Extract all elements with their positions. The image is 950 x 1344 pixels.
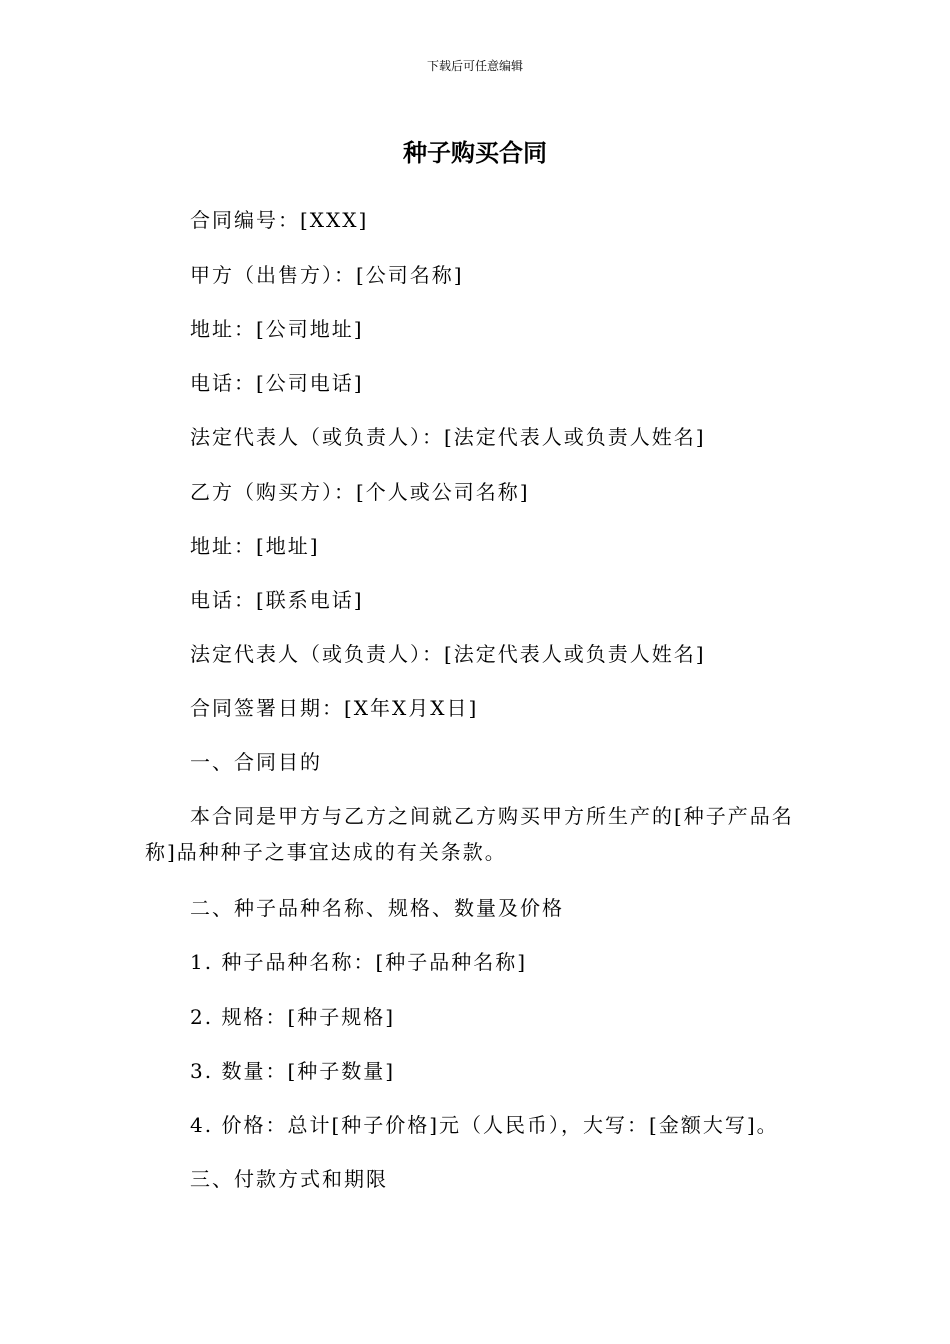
item-4-price: 4. 价格：总计[种子价格]元（人民币），大写：[金额大写]。: [190, 1113, 779, 1137]
party-a: 甲方（出售方）：[公司名称]: [190, 263, 464, 287]
item-3-quantity: 3. 数量：[种子数量]: [190, 1059, 396, 1083]
section-1-heading: 一、合同目的: [190, 750, 322, 774]
party-b: 乙方（购买方）：[个人或公司名称]: [190, 480, 530, 504]
party-a-address: 地址：[公司地址]: [190, 317, 364, 341]
section-3-heading: 三、付款方式和期限: [190, 1167, 388, 1191]
document-title: 种子购买合同: [403, 139, 547, 167]
party-a-phone: 电话：[公司电话]: [190, 371, 364, 395]
item-2-spec: 2. 规格：[种子规格]: [190, 1005, 396, 1029]
party-b-phone: 电话：[联系电话]: [190, 588, 364, 612]
party-b-address: 地址：[地址]: [190, 534, 320, 558]
section-2-heading: 二、种子品种名称、规格、数量及价格: [190, 896, 564, 920]
header-note: 下载后可任意编辑: [426, 59, 523, 73]
sign-date: 合同签署日期：[X年X月X日]: [190, 696, 479, 720]
party-b-representative: 法定代表人（或负责人）：[法定代表人或负责人姓名]: [190, 642, 706, 666]
section-1-body: 本合同是甲方与乙方之间就乙方购买甲方所生产的[种子产品名称]品种种子之事宜达成的有关条款。: [145, 804, 794, 864]
item-1-variety-name: 1. 种子品种名称：[种子品种名称]: [190, 950, 528, 974]
party-a-representative: 法定代表人（或负责人）：[法定代表人或负责人姓名]: [190, 425, 706, 449]
contract-number: 合同编号：[XXX]: [190, 208, 369, 232]
